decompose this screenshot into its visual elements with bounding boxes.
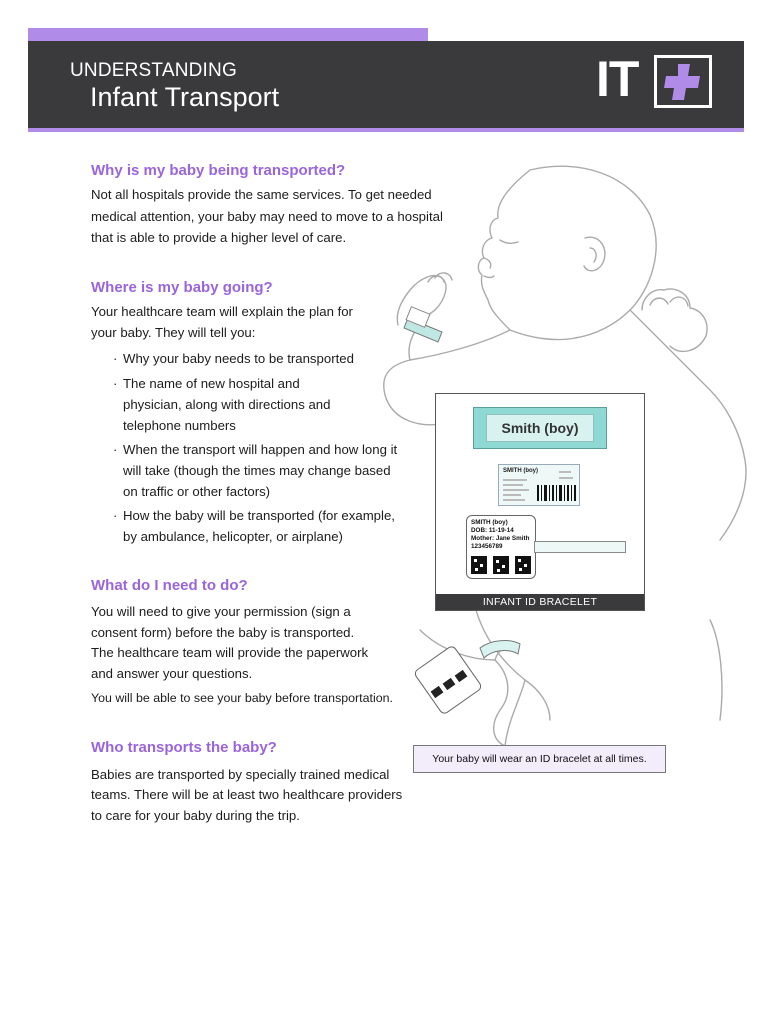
- bullet-item-1: · Why your baby needs to be transported: [113, 348, 413, 369]
- tag-line-1: SMITH (boy): [471, 519, 508, 526]
- what-line-1: You will need to give your permission (sign a: [91, 604, 351, 619]
- bracelet-caption: Your baby will wear an ID bracelet at all times.: [413, 745, 666, 773]
- what-line-3: The healthcare team will provide the paperwork: [91, 645, 369, 660]
- bullet-2-line-2: physician, along with directions and: [123, 397, 331, 412]
- why-line-2: medical attention, your baby may need to move to a hospital: [91, 209, 443, 224]
- wristband-barcode: [498, 464, 580, 506]
- bracelet-card: [435, 393, 645, 611]
- tag-line-2: DOB: 11-19-14: [471, 527, 514, 534]
- heading-where: Where is my baby going?: [91, 279, 273, 296]
- plus-icon: [661, 61, 705, 103]
- bullet-1-line-1: Why your baby needs to be transported: [123, 351, 354, 366]
- what-extra: You will be able to see your baby before transportation.: [91, 691, 393, 705]
- barcode-icon: [499, 465, 581, 507]
- bullet-item-2: · The name of new hospital and physician, along with directions and telephone numbers: [113, 373, 413, 436]
- where-line-1: Your healthcare team will explain the plan for: [91, 304, 353, 319]
- tag-line-3: Mother: Jane Smith: [471, 535, 530, 542]
- header-kicker: UNDERSTANDING: [70, 60, 237, 81]
- page-title: Infant Transport: [90, 82, 280, 112]
- wristband-large: [473, 407, 607, 449]
- bullet-2-line-3: telephone numbers: [123, 418, 236, 433]
- tag-line-4: 123456789: [471, 543, 503, 550]
- bullet-3-line-2: will take (though the times may change based: [123, 463, 391, 478]
- bullet-2-line-1: The name of new hospital and: [123, 376, 300, 391]
- tag-strap: [534, 541, 626, 553]
- wristband-name: Smith (boy): [486, 414, 594, 442]
- heading-who: Who transports the baby?: [91, 739, 277, 756]
- bullet-item-3: · When the transport will happen and how long it will take (though the times may change based on traffic or other factors): [113, 439, 413, 502]
- bullet-4-line-1: How the baby will be transported (for example,: [123, 508, 395, 523]
- qr-codes-icon: [469, 554, 537, 576]
- bullet-3-line-1: When the transport will happen and how long it: [123, 442, 398, 457]
- what-line-4: and answer your questions.: [91, 666, 253, 681]
- who-line-2: teams. There will be at least two healthcare providers: [91, 787, 403, 802]
- bullet-3-line-3: on traffic or other factors): [123, 484, 271, 499]
- why-line-1: Not all hospitals provide the same services. To get needed: [91, 187, 432, 202]
- bullet-4-line-2: by ambulance, helicopter, or airplane): [123, 529, 343, 544]
- bracelet-tag: [466, 515, 536, 579]
- what-line-2: consent form) before the baby is transported.: [91, 625, 355, 640]
- wristband-small-name: SMITH (boy): [503, 468, 538, 474]
- bracelet-card-label: INFANT ID BRACELET: [436, 594, 644, 610]
- heading-what: What do I need to do?: [91, 577, 248, 594]
- logo-box: [654, 55, 712, 108]
- heading-why: Why is my baby being transported?: [91, 162, 346, 179]
- why-line-3: that is able to provide a higher level of care.: [91, 230, 347, 245]
- where-line-2: your baby. They will tell you:: [91, 325, 256, 340]
- who-line-1: Babies are transported by specially trained medical: [91, 767, 390, 782]
- logo-text: IT: [596, 51, 639, 107]
- header-accent-bar: [28, 28, 428, 41]
- header-rule: [28, 128, 744, 132]
- who-line-3: to care for your baby during the trip.: [91, 808, 300, 823]
- bullet-item-4: · How the baby will be transported (for example, by ambulance, helicopter, or airplane): [113, 505, 413, 547]
